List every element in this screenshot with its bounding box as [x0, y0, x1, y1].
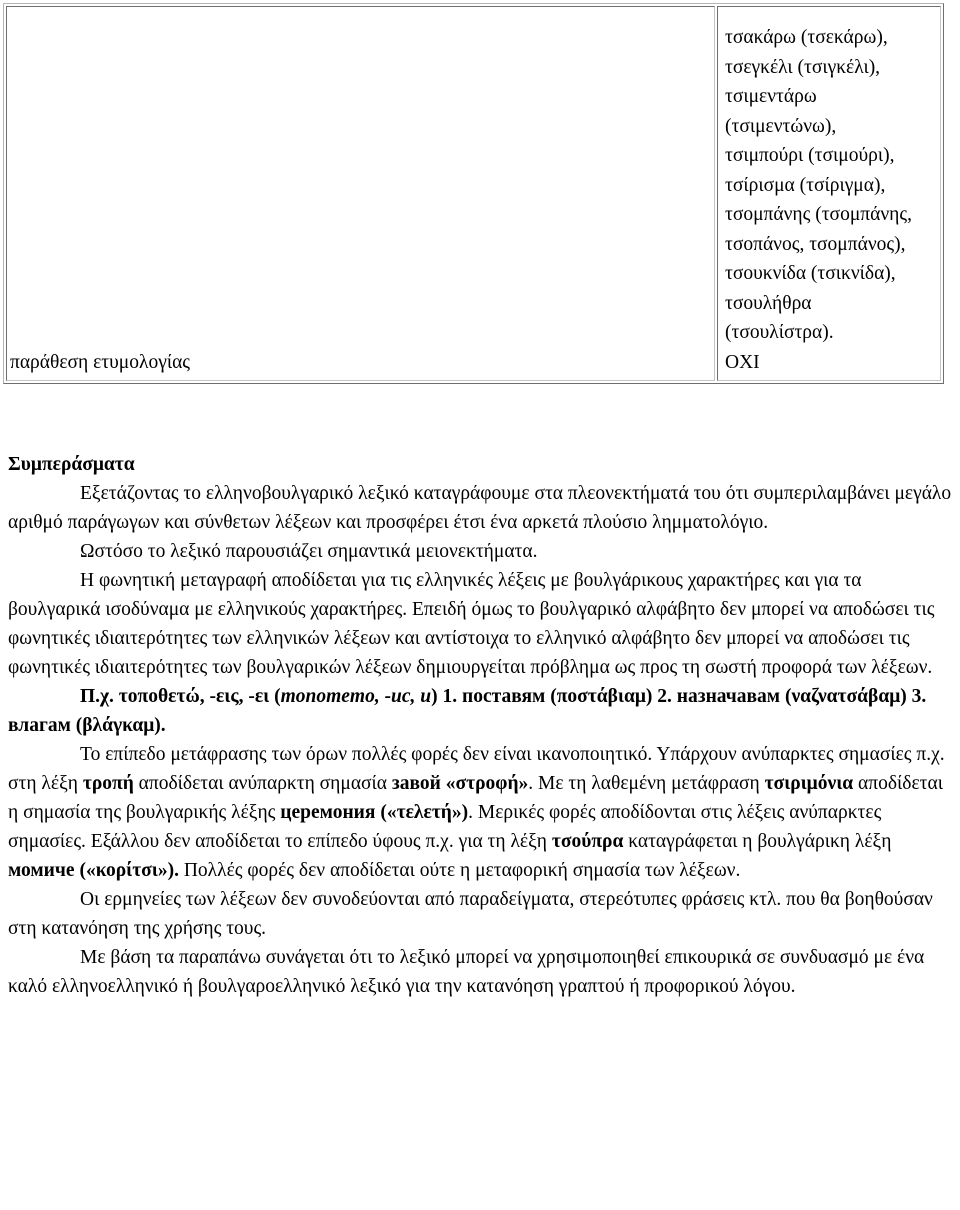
example-translations: ) 1. поставям (ποστάβιαμ) 2. назначавам (ναζνατσάβαμ) 3. влагам (βλάγκαμ).	[8, 686, 927, 736]
criterion-cell	[6, 6, 715, 381]
paragraph-translation-quality	[8, 740, 952, 885]
text-run: καταγράφεται η βουλγάρικη λέξη	[623, 831, 892, 852]
example-line: (τσουλίστρα).	[725, 322, 834, 343]
example-line: τσιμεντάρω	[725, 86, 817, 107]
verdict-text: ΟΧΙ	[725, 351, 760, 373]
text-run: αποδίδεται ανύπαρκτη σημασία	[133, 773, 392, 794]
bold-term: момиче («κορίτσι»).	[8, 860, 179, 881]
bold-term: τροπή	[82, 773, 134, 794]
criterion-label: παράθεση ετυμολογίας	[10, 352, 191, 373]
example-line: τσίρισμα (τσίριγμα),	[725, 174, 886, 196]
bold-term: τσιριμόνια	[764, 773, 854, 794]
bold-term: завой «στροφή»	[391, 773, 529, 794]
example-line: τσοπάνος, τσομπάνος),	[725, 233, 906, 255]
paragraph-advantages: Εξετάζοντας το ελληνοβουλγαρικό λεξικό καταγράφουμε στα πλεονεκτήματά του ότι συμπεριλαμβάνει μεγάλο αριθμό παράγωγων και σύνθετων λέξεων και προσφέρει έτσι ένα αρκετά πλούσιο λημματολόγιο.	[8, 483, 952, 533]
example-line: τσεγκέλι (τσιγκέλι),	[725, 56, 881, 78]
paragraph-final-assessment: Με βάση τα παραπάνω συνάγεται ότι το λεξικό μπορεί να χρησιμοποιηθεί επικουρικά σε συνδυασμό με ένα καλό ελληνοελληνικό ή βουλγαροελληνικό λεξικό για την κατανόηση γραπτού ή προφορικού λόγου.	[8, 947, 925, 997]
example-line: τσουκνίδα (τσικνίδα),	[725, 263, 896, 284]
paragraph-examples-missing: Οι ερμηνείες των λέξεων δεν συνοδεύονται από παραδείγματα, στερεότυπες φράσεις κτλ. που θα βοηθούσαν στη κατανόηση της χρήσης τους.	[8, 889, 933, 939]
evaluation-table	[3, 3, 944, 384]
example-line: τσουλήθρα	[725, 292, 812, 314]
text-run: Πολλές φορές δεν αποδίδεται ούτε η μεταφορική σημασία των λέξεων.	[178, 860, 741, 881]
section-heading: Συμπεράσματα	[8, 454, 135, 475]
bold-term: церемония («τελετή»)	[280, 802, 469, 823]
paragraph-transcription: Η φωνητική μεταγραφή αποδίδεται για τις ελληνικές λέξεις με βουλγάρικους χαρακτήρες και για τα βουλγαρικά ισοδύναμα με ελληνικούς χαρακτήρες. Επειδή όμως το βουλγαρικό αλφάβητο δεν μπορεί να αποδώσει τις φωνητικές ιδιαιτερότητες των ελληνικών λέξεων και αντίστοιχα το ελληνικό αλφάβητο δεν μπορεί να αποδώσει τις φωνητικές ιδιαιτερότητες των βουλγαρικών λέξεων δημιουργείται πρόβλημα ως προς τη σωστή προφορά των λέξεων.	[8, 570, 935, 678]
paragraph-example	[8, 682, 952, 740]
example-line: τσομπάνης (τσομπάνης,	[725, 204, 912, 225]
example-line: τσιμπούρι (τσιμούρι),	[725, 145, 895, 166]
conclusions-section	[8, 450, 952, 1001]
example-line: (τσιμεντώνω),	[725, 115, 837, 137]
table-row	[6, 6, 941, 381]
paragraph-disadvantages-intro: Ωστόσο το λεξικό παρουσιάζει σημαντικά μειονεκτήματα.	[80, 541, 538, 562]
text-run: . Με τη λαθεμένη μετάφραση	[528, 773, 765, 794]
example-lead: Π.χ. τοποθετώ, -εις, -ει (	[80, 686, 281, 707]
text-run: . Μερικές φορές αποδίδονται στις λέξεις ανύπαρκτες σημασίες. Εξάλλου δεν αποδίδεται το επίπεδο ύφους π.χ. για τη λέξη	[8, 802, 882, 852]
example-line: τσακάρω (τσεκάρω),	[725, 27, 888, 48]
text-run: αποδίδεται η σημασία της βουλγαρικής λέξης	[8, 773, 943, 823]
bold-term: τσούπρα	[551, 831, 624, 852]
example-transcription: monomemo, -uc, u	[280, 686, 432, 707]
text-run: Το επίπεδο μετάφρασης των όρων πολλές φορές δεν είναι ικανοποιητικό. Υπάρχουν ανύπαρκτες σημασίες π.χ. στη λέξη	[8, 744, 945, 794]
examples-cell	[717, 6, 941, 381]
